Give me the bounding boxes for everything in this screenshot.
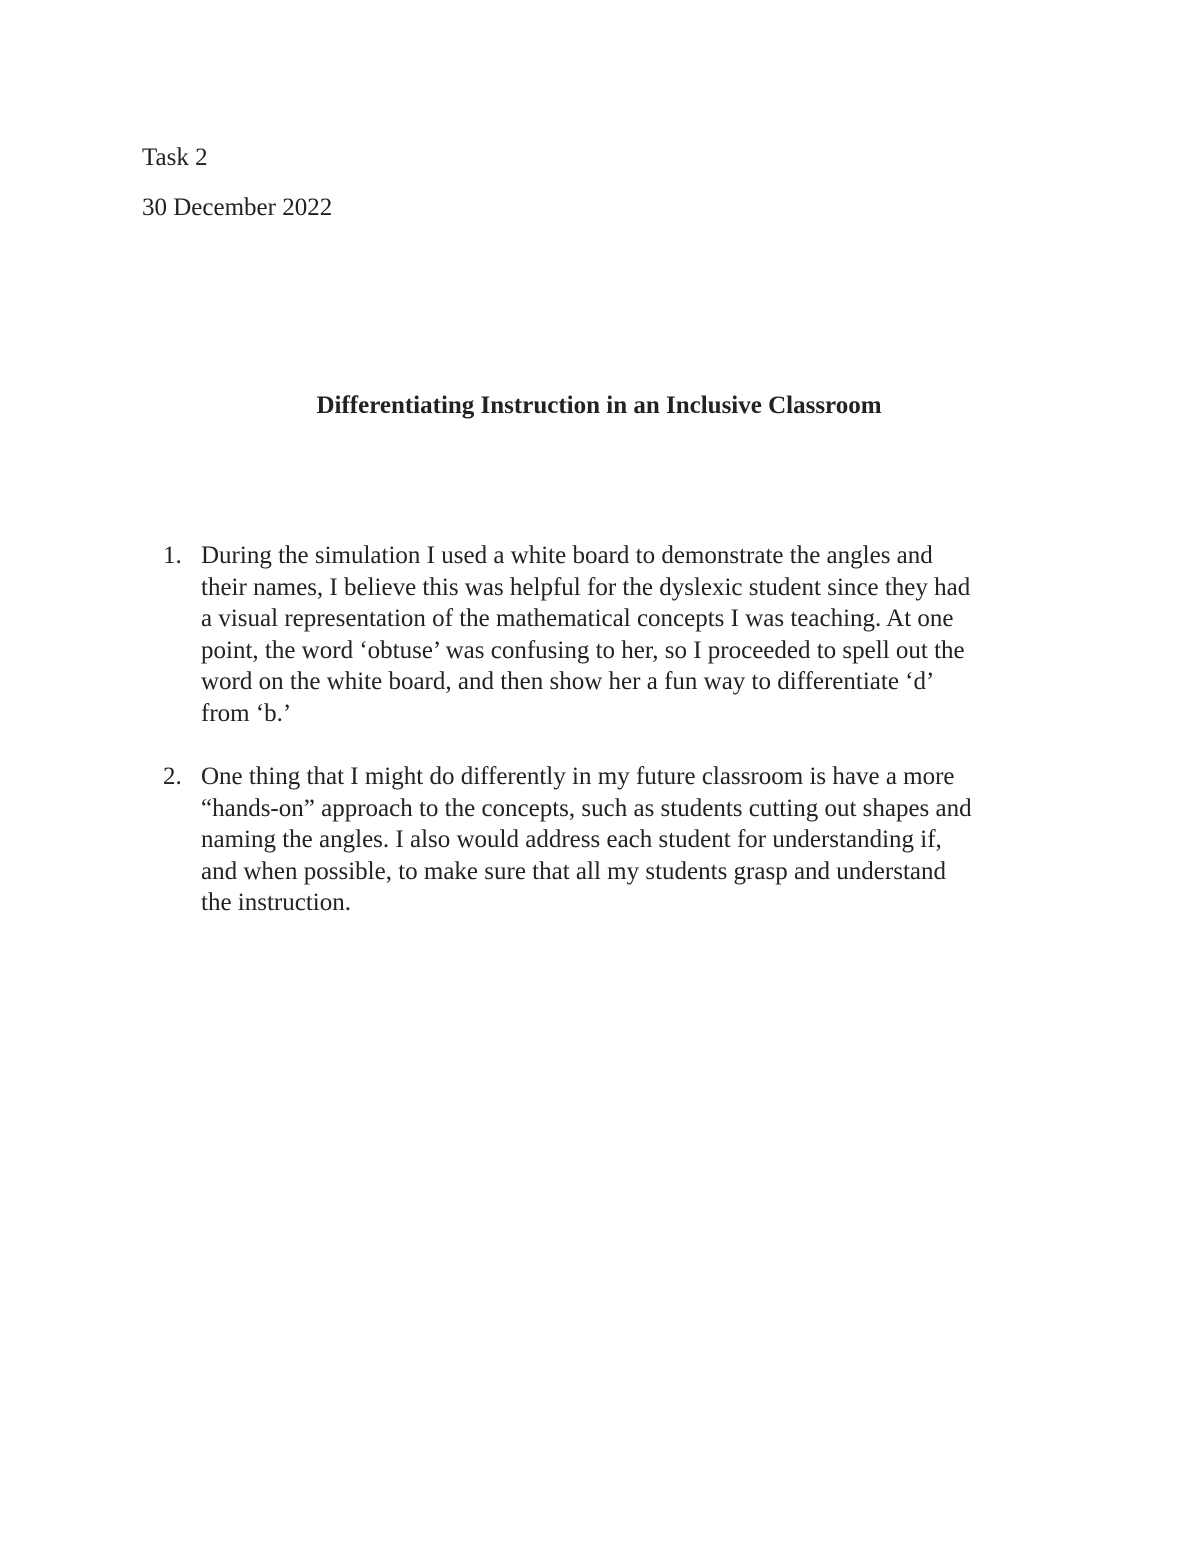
paragraph-line: the instruction. (201, 889, 351, 917)
document-date: 30 December 2022 (142, 194, 333, 221)
list-item-number: 2. (163, 763, 182, 790)
paragraph-line: and when possible, to make sure that all my students grasp and understand (201, 857, 946, 885)
paragraph-line: their names, I believe this was helpful for the dyslexic student since they had (201, 573, 971, 601)
paragraph-line: word on the white board, and then show her a fun way to differentiate ‘d’ (201, 668, 935, 696)
paragraph-line: “hands-on” approach to the concepts, such as students cutting out shapes and (201, 794, 972, 822)
paragraph-line: One thing that I might do differently in my future classroom is have a more (201, 763, 955, 790)
paragraph-line: from ‘b.’ (201, 700, 292, 727)
paragraph-line: point, the word ‘obtuse’ was confusing to her, so I proceeded to spell out the (201, 636, 965, 664)
paragraph-line: naming the angles. I also would address each student for understanding if, (201, 826, 942, 854)
paragraph-line: a visual representation of the mathematical concepts I was teaching. At one (201, 605, 954, 633)
document-title: Differentiating Instruction in an Inclusive Classroom (316, 392, 882, 419)
task-label: Task 2 (142, 144, 208, 171)
paragraph-line: During the simulation I used a white board to demonstrate the angles and (201, 542, 933, 569)
list-item-number: 1. (163, 542, 182, 569)
